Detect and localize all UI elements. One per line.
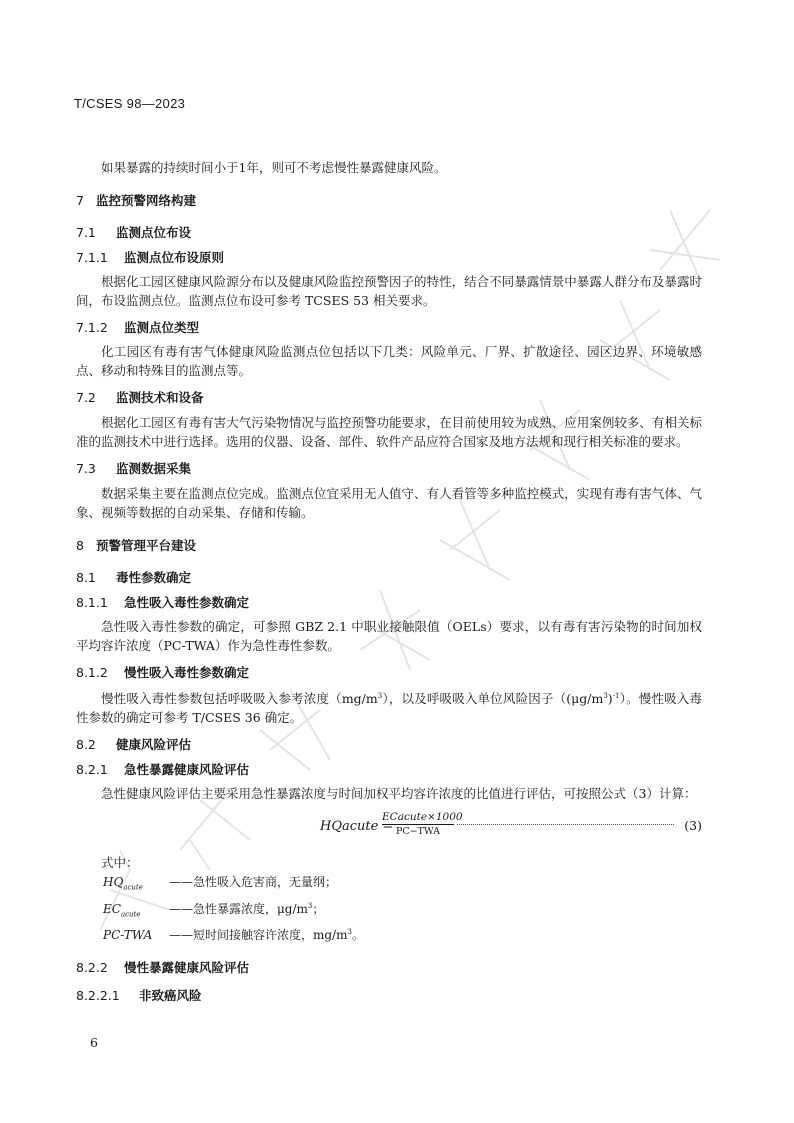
definition-pctwa: PC-TWA ——短时间接触容许浓度，$mg/m^3$。	[103, 927, 364, 942]
section-title: 监控预警网络构建	[96, 193, 197, 208]
section-7-heading	[76, 191, 702, 209]
equation-number: (3)	[684, 818, 702, 834]
section-title: 急性暴露健康风险评估	[124, 762, 250, 778]
text-part: 慢性吸入毒性参数包括呼吸吸入参考浓度（mg/m	[101, 691, 378, 707]
section-number: 8.1.2	[76, 665, 108, 680]
formula-lhs: HQacute =	[320, 819, 394, 835]
section-8-heading	[76, 536, 702, 554]
definition-text: ——急性吸入危害商，无量纲；	[169, 875, 338, 890]
section-number: 7	[76, 193, 84, 208]
definition-ec: $EC_{acute}$ ——急性暴露浓度，$\mu g/m^3$；	[103, 897, 702, 923]
section-title: 非致癌风险	[139, 987, 202, 1003]
superscript: 3	[603, 692, 608, 700]
section-7-1-1-paragraph: 根据化工园区健康风险源分布以及健康风险监控预警因子的特性，结合不同暴露情景中暴露人群分布及暴露时间，布设监测点位。监测点位布设可参考 TCSES 53 相关要求。	[76, 274, 702, 308]
section-title: 慢性吸入毒性参数确定	[124, 665, 250, 680]
section-7-2-paragraph: 根据化工园区有毒有害大气污染物情况与监控预警功能要求，在目前使用较为成熟、应用案例较多、有相关标准的监测技术中进行选择。选用的仪器、设备、部件、软件产品应符合国家及地方法规和现行相关标准的要求。	[76, 415, 702, 449]
section-8-2-heading	[76, 735, 702, 753]
section-8-2-2-heading	[76, 958, 702, 976]
section-title: 预警管理平台建设	[96, 538, 197, 553]
superscript: 3	[347, 927, 352, 936]
definition-text: ——短时间接触容许浓度，mg/m	[169, 927, 348, 942]
section-8-1-heading	[76, 568, 702, 586]
section-number: 7.1.1	[76, 250, 108, 265]
section-8-1-2-paragraph	[76, 687, 702, 727]
section-title: 监测点位布设	[116, 225, 192, 240]
section-number: 8.2	[76, 737, 96, 753]
definition-hq	[103, 873, 702, 896]
section-number: 8	[76, 538, 84, 553]
section-number: 8.1	[76, 570, 96, 585]
section-number: 8.2.1	[76, 762, 108, 778]
page-number: 6	[90, 1035, 98, 1050]
section-number: 8.2.2	[76, 959, 108, 975]
section-7-3-paragraph: 数据采集主要在监测点位完成。监测点位宜采用无人值守、有人看管等多种监控模式，实现有毒有害气体、气象、视频等数据的自动采集、存储和传输。	[76, 486, 702, 520]
section-number: 7.3	[76, 461, 96, 476]
section-number: 8.1.1	[76, 595, 108, 610]
symbol: PC-TWA	[103, 927, 153, 942]
document-code-header: T/CSES 98—2023	[74, 96, 186, 111]
formula-leader-dots	[457, 824, 674, 825]
text-part: ）。慢性吸入毒性参数的确定可参考 T/CSES 36 确定。	[76, 691, 702, 726]
section-number: 7.1	[76, 225, 96, 240]
section-title: 急性吸入毒性参数确定	[124, 595, 250, 610]
formula-fraction	[382, 811, 463, 838]
symbol: $EC_{acute}$	[103, 901, 141, 918]
section-title: 监测点位类型	[124, 320, 200, 335]
section-title: 健康风险评估	[116, 737, 192, 753]
intro-paragraph: 如果暴露的持续时间小于1年，则可不考虑慢性暴露健康风险。	[101, 160, 447, 175]
section-7-1-2-heading	[76, 318, 702, 336]
formula-numerator: ECacute×1000	[382, 811, 463, 824]
section-title: 监测点位布设原则	[124, 250, 225, 265]
formula-3	[76, 811, 702, 845]
symbol: $HQ_{acute}$	[103, 875, 143, 892]
section-title: 慢性暴露健康风险评估	[124, 959, 250, 975]
section-7-1-1-heading	[76, 248, 702, 266]
section-number: 7.2	[76, 390, 96, 405]
section-8-1-1-heading	[76, 593, 702, 611]
section-7-1-heading	[76, 223, 702, 241]
section-7-3-heading	[76, 459, 702, 477]
section-8-1-2-heading	[76, 663, 702, 681]
section-number: 8.2.2.1	[76, 987, 120, 1003]
formula-denominator: PC−TWA	[395, 826, 441, 838]
section-number: 7.1.2	[76, 320, 108, 335]
superscript: -1	[612, 692, 620, 700]
section-title: 毒性参数确定	[116, 570, 192, 585]
superscript: 3	[377, 692, 383, 700]
section-8-1-1-paragraph: 急性吸入毒性参数的确定，可参照 GBZ 2.1 中职业接触限值（OELs）要求，以有毒有害污染物的时间加权平均容许浓度（PC-TWA）作为急性毒性参数。	[76, 619, 702, 653]
section-7-2-heading	[76, 388, 702, 406]
page-body	[76, 158, 702, 1010]
definition-text: ——急性暴露浓度，μg/m	[169, 901, 308, 916]
section-title: 监测数据采集	[116, 461, 192, 476]
text-part: ），以及呼吸吸入单位风险因子（(μg/m	[382, 691, 604, 707]
section-8-2-1-paragraph: 急性健康风险评估主要采用急性暴露浓度与时间加权平均容许浓度的比值进行评估，可按照公式（3）计算：	[101, 786, 697, 802]
section-8-2-2-1-heading	[76, 986, 702, 1004]
superscript: 3	[307, 901, 313, 910]
section-7-1-2-paragraph: 化工园区有毒有害气体健康风险监测点位包括以下几类：风险单元、厂界、扩散途径、园区边界、环境敏感点、移动和特殊目的监测点等。	[76, 344, 702, 378]
text-part: )	[607, 691, 613, 707]
section-8-2-1-heading	[76, 760, 702, 778]
section-title: 监测技术和设备	[116, 390, 204, 405]
where-label: 式中：	[101, 855, 139, 871]
